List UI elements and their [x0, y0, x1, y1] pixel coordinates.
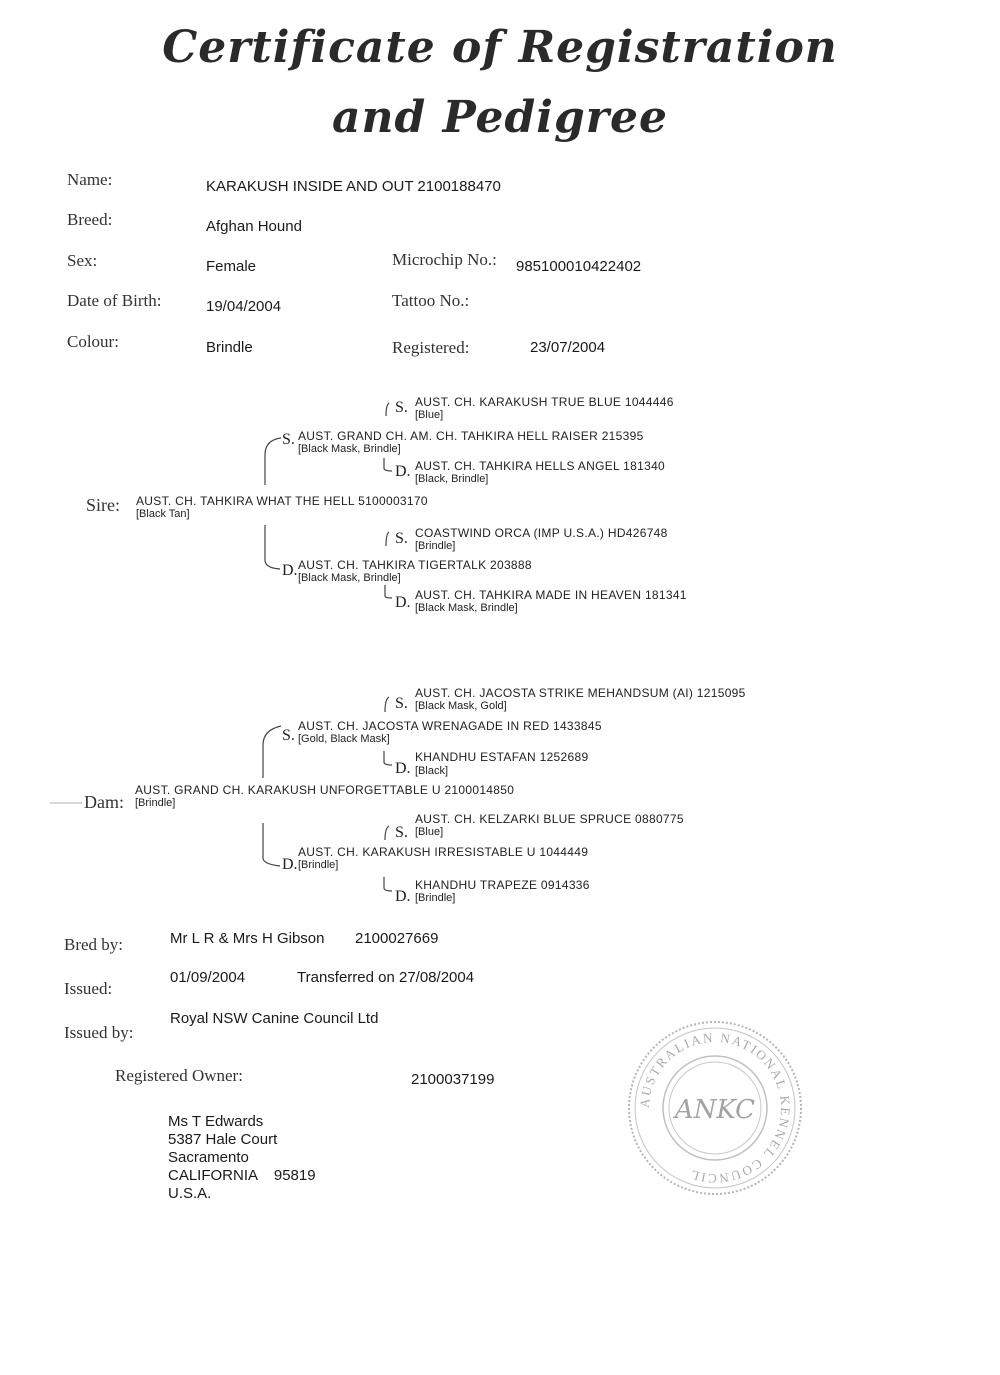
sire-colour: [Black Tan]	[136, 508, 190, 520]
dam-sire-name: AUST. CH. JACOSTA WRENAGADE IN RED 1433845	[298, 719, 602, 733]
sire-dam-dam-name: AUST. CH. TAHKIRA MADE IN HEAVEN 181341	[415, 588, 687, 602]
dam-dam-dam-name: KHANDHU TRAPEZE 0914336	[415, 878, 590, 892]
d-marker: D.	[282, 856, 298, 873]
sire-dam-name: AUST. CH. TAHKIRA TIGERTALK 203888	[298, 558, 532, 572]
dam-dam-sire-colour: [Blue]	[415, 826, 444, 838]
dog-dob: 19/04/2004	[206, 298, 282, 315]
d-marker: D.	[395, 463, 411, 480]
name-label: Name:	[67, 170, 113, 189]
ankc-seal-icon	[625, 1018, 805, 1198]
s-marker: S.	[395, 399, 408, 416]
owner-address-line: Ms T Edwards	[168, 1113, 264, 1130]
s-marker: S.	[395, 824, 408, 841]
dam-dam-name: AUST. CH. KARAKUSH IRRESISTABLE U 1044449	[298, 845, 589, 859]
sire-sire-name: AUST. GRAND CH. AM. CH. TAHKIRA HELL RAISER 215395	[298, 429, 644, 443]
dam-sire-colour: [Gold, Black Mask]	[298, 733, 390, 745]
d-marker: D.	[395, 594, 411, 611]
certificate-title: Certificate of Registration	[162, 22, 838, 73]
dog-breed: Afghan Hound	[206, 218, 302, 235]
microchip-number: 985100010422402	[516, 258, 642, 275]
sire-label: Sire:	[86, 495, 120, 515]
colour-label: Colour:	[67, 332, 119, 351]
dam-dam-colour: [Brindle]	[298, 859, 339, 871]
breeder-name: Mr L R & Mrs H Gibson	[170, 930, 325, 947]
dam-colour: [Brindle]	[135, 797, 176, 809]
sire-sire-sire-colour: [Blue]	[415, 409, 444, 421]
breed-label: Breed:	[67, 210, 113, 229]
sire-dam-colour: [Black Mask, Brindle]	[298, 572, 401, 584]
s-marker: S.	[282, 431, 295, 448]
owner-address-line: Sacramento	[168, 1149, 249, 1166]
issued-date: 01/09/2004	[170, 969, 246, 986]
registered-label: Registered:	[392, 338, 470, 357]
owner-address-line: U.S.A.	[168, 1185, 212, 1202]
breeder-number: 2100027669	[355, 930, 439, 947]
dam-label: Dam:	[84, 792, 124, 812]
dam-sire-dam-colour: [Black]	[415, 765, 449, 777]
issued-by-org: Royal NSW Canine Council Ltd	[170, 1010, 379, 1027]
issued-label: Issued:	[64, 979, 113, 998]
microchip-label: Microchip No.:	[392, 250, 497, 269]
registered-owner-label: Registered Owner:	[115, 1066, 243, 1085]
s-marker: S.	[395, 530, 408, 547]
registered-date: 23/07/2004	[530, 339, 606, 356]
dob-label: Date of Birth:	[67, 291, 162, 310]
dam-sire-dam-name: KHANDHU ESTAFAN 1252689	[415, 750, 589, 764]
seal-monogram: ANKC	[674, 1095, 756, 1125]
dam-sire-sire-name: AUST. CH. JACOSTA STRIKE MEHANDSUM (AI) 1215095	[415, 686, 746, 700]
owner-number: 2100037199	[411, 1071, 495, 1088]
owner-address-line: CALIFORNIA 95819	[168, 1167, 316, 1184]
dog-name: KARAKUSH INSIDE AND OUT 2100188470	[206, 178, 501, 195]
sire-dam-sire-name: COASTWIND ORCA (IMP U.S.A.) HD426748	[415, 526, 668, 540]
s-marker: S.	[282, 727, 295, 744]
sire-sire-sire-name: AUST. CH. KARAKUSH TRUE BLUE 1044446	[415, 395, 674, 409]
d-marker: D.	[395, 888, 411, 905]
d-marker: D.	[395, 760, 411, 777]
dam-dam-sire-name: AUST. CH. KELZARKI BLUE SPRUCE 0880775	[415, 812, 684, 826]
sire-dam-sire-colour: [Brindle]	[415, 540, 456, 552]
sex-label: Sex:	[67, 251, 98, 270]
transfer-note: Transferred on 27/08/2004	[297, 969, 475, 986]
issued-by-label: Issued by:	[64, 1023, 134, 1042]
owner-address-line: 5387 Hale Court	[168, 1131, 278, 1148]
sire-sire-dam-name: AUST. CH. TAHKIRA HELLS ANGEL 181340	[415, 459, 666, 473]
bred-by-label: Bred by:	[64, 935, 124, 954]
sire-sire-colour: [Black Mask, Brindle]	[298, 443, 401, 455]
seal-ring-text: AUSTRALIAN NATIONAL KENNEL COUNCIL	[636, 1029, 794, 1187]
certificate-subtitle: and Pedigree	[332, 92, 668, 143]
s-marker: S.	[395, 695, 408, 712]
dog-colour: Brindle	[206, 339, 253, 356]
dam-name: AUST. GRAND CH. KARAKUSH UNFORGETTABLE U 2100014850	[135, 783, 515, 797]
dam-dam-dam-colour: [Brindle]	[415, 892, 456, 904]
tattoo-label: Tattoo No.:	[392, 291, 470, 310]
dog-sex: Female	[206, 258, 257, 275]
dam-sire-sire-colour: [Black Mask, Gold]	[415, 700, 507, 712]
sire-sire-dam-colour: [Black, Brindle]	[415, 473, 489, 485]
sire-name: AUST. CH. TAHKIRA WHAT THE HELL 5100003170	[136, 494, 428, 508]
d-marker: D.	[282, 562, 298, 579]
sire-dam-dam-colour: [Black Mask, Brindle]	[415, 602, 518, 614]
